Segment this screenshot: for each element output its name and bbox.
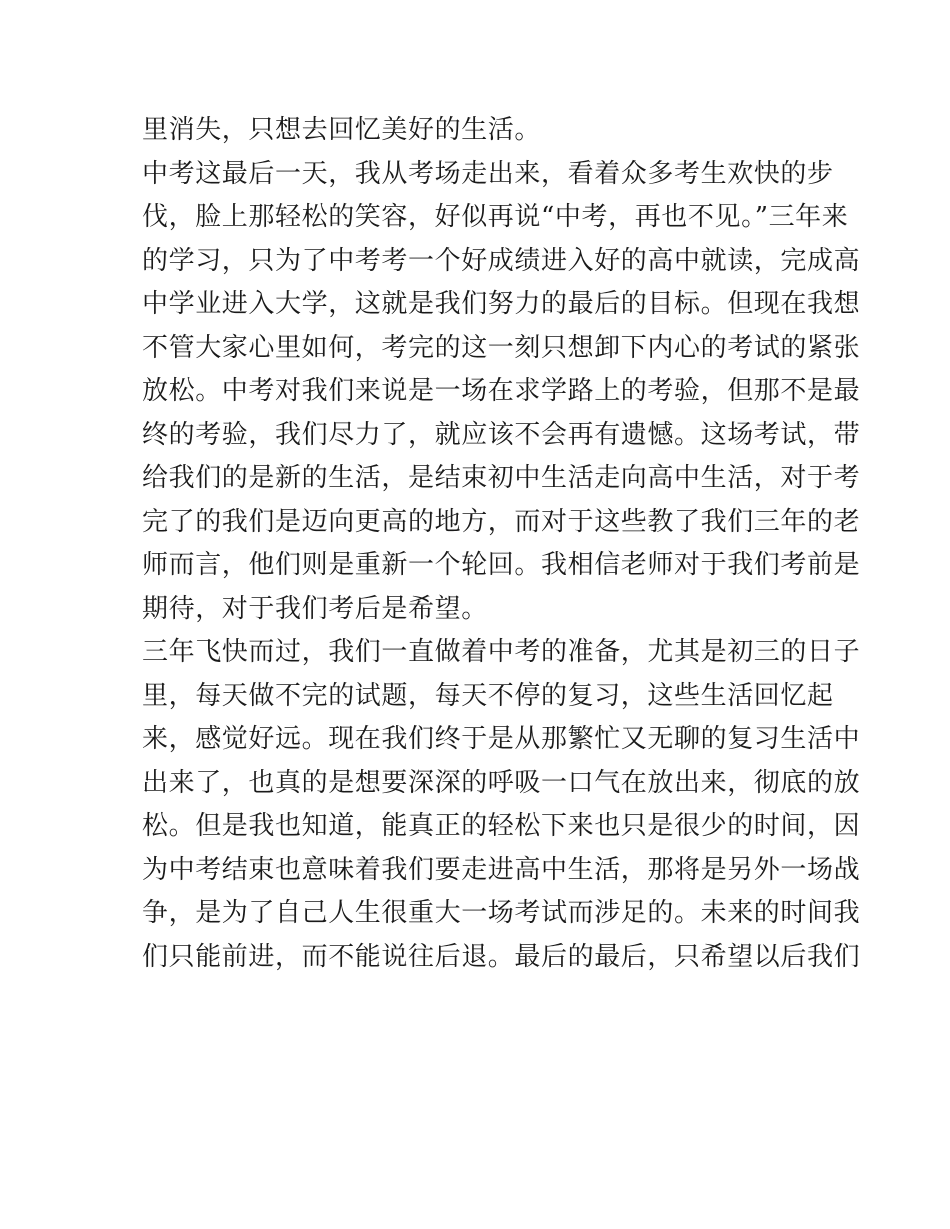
text-line: 不管大家心里如何，考完的这一刻只想卸下内心的考试的紧张 <box>142 332 861 363</box>
text-line: 伐，脸上那轻松的笑容，好似再说“中考，再也不见。”三年来 <box>142 202 849 232</box>
text-line: 放松。中考对我们来说是一场在求学路上的考验，但那不是最 <box>142 376 861 406</box>
text-line: 为中考结束也意味着我们要走进高中生活，那将是另外一场战 <box>142 854 861 885</box>
essay-body <box>142 109 861 979</box>
text-line: 给我们的是新的生活，是结束初中生活走向高中生活，对于考 <box>142 463 861 493</box>
text-line: 中学业进入大学，这就是我们努力的最后的目标。但现在我想 <box>142 289 861 319</box>
text-line: 的学习，只为了中考考一个好成绩进入好的高中就读，完成高 <box>142 245 861 276</box>
text-line: 师而言，他们则是重新一个轮回。我相信老师对于我们考前是 <box>142 550 861 580</box>
text-line: 们只能前进，而不能说往后退。最后的最后，只希望以后我们 <box>142 941 861 972</box>
text-line: 终的考验，我们尽力了，就应该不会再有遗憾。这场考试，带 <box>142 419 861 450</box>
text-line: 出来了，也真的是想要深深的呼吸一口气在放出来，彻底的放 <box>142 767 861 798</box>
text-line: 期待，对于我们考后是希望。 <box>142 593 488 624</box>
text-line: 里消失，只想去回忆美好的生活。 <box>142 115 542 145</box>
text-line: 完了的我们是迈向更高的地方，而对于这些教了我们三年的老 <box>142 506 861 537</box>
text-line: 里，每天做不完的试题，每天不停的复习，这些生活回忆起 <box>142 680 834 711</box>
text-line: 三年飞快而过，我们一直做着中考的准备，尤其是初三的日子 <box>142 637 861 667</box>
text-line: 来，感觉好远。现在我们终于是从那繁忙又无聊的复习生活中 <box>142 724 861 754</box>
text-line: 争，是为了自己人生很重大一场考试而涉足的。未来的时间我 <box>142 898 861 928</box>
text-line: 中考这最后一天，我从考场走出来，看着众多考生欢快的步 <box>142 158 834 189</box>
text-line: 松。但是我也知道，能真正的轻松下来也只是很少的时间，因 <box>142 811 861 841</box>
